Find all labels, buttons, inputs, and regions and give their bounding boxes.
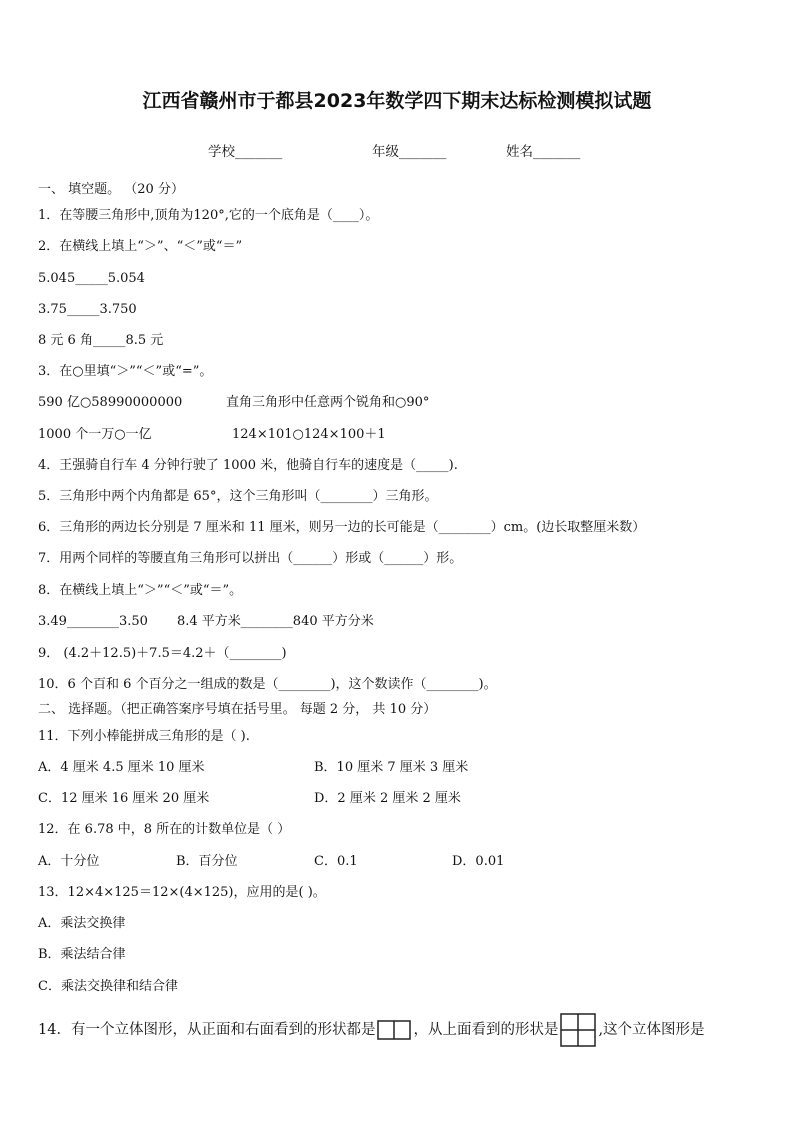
question-2: 2．在横线上填上“＞”、“＜”或“＝” [38,239,243,254]
question-12-option-b: B．百分位 [176,854,238,869]
question-11: 11．下列小棒能拼成三角形的是（ ). [38,729,250,744]
question-3: 3．在○里填“＞”“＜”或“=”。 [38,364,213,379]
question-12-option-a: A．十分位 [38,854,100,869]
question-11-option-d: D．2 厘米 2 厘米 2 厘米 [314,791,461,806]
school-field: 学校_______ [208,144,283,160]
question-12: 12．在 6.78 中，8 所在的计数单位是（ ） [38,822,291,837]
question-3-item-a2: 直角三角形中任意两个锐角和○90° [226,395,430,410]
question-3-item-b1: 1000 个一万○一亿 [38,427,152,442]
question-8-item-a1: 3.49________3.50 [38,614,148,629]
question-11-option-c: C．12 厘米 16 厘米 20 厘米 [38,791,210,806]
question-8: 8．在横线上填上“＞”“＜”或“＝”。 [38,583,243,598]
page-title: 江西省赣州市于都县2023年数学四下期末达标检测模拟试题 [142,90,652,112]
question-12-option-c: C．0.1 [314,854,358,869]
question-14-text-2: ，从上面看到的形状是 [413,1022,559,1038]
question-12-option-d: D．0.01 [452,854,505,869]
question-10: 10．6 个百和 6 个百分之一组成的数是（________)，这个数读作（________)。 [38,677,497,692]
question-8-item-a2: 8.4 平方米________840 平方分米 [177,614,374,629]
section-fill-blank-heading: 一、 填空题。 （20 分） [38,182,184,197]
question-7: 7．用两个同样的等腰直角三角形可以拼出（______）形或（______）形。 [38,551,463,566]
two-square-front-view-icon [377,1020,411,1040]
question-3-item-a1: 590 亿○58990000000 [38,395,183,410]
question-2-item-a: 5.045_____5.054 [38,271,145,286]
question-2-item-c: 8 元 6 角_____8.5 元 [38,333,164,348]
question-14-text-1: 14．有一个立体图形，从正面和右面看到的形状都是 [38,1022,376,1038]
question-2-item-b: 3.75_____3.750 [38,302,137,317]
question-4: 4．王强骑自行车 4 分钟行驶了 1000 米，他骑自行车的速度是（_____). [38,458,458,473]
question-13-option-c: C．乘法交换律和结合律 [38,979,178,994]
grade-field: 年级_______ [372,144,447,160]
question-5: 5．三角形中两个内角都是 65°，这个三角形叫（________）三角形。 [38,489,438,504]
question-11-option-b: B．10 厘米 7 厘米 3 厘米 [314,760,469,775]
section-choice-heading: 二、 选择题。（把正确答案序号填在括号里。 每题 2 分， 共 10 分） [38,702,437,717]
question-3-item-b2: 124×101○124×100＋1 [232,427,386,442]
name-field: 姓名_______ [506,144,581,160]
question-14 [38,1013,705,1047]
question-13-option-b: B．乘法结合律 [38,947,126,962]
question-14-text-3: ,这个立体图形是 [598,1022,705,1038]
question-9: 9． (4.2＋12.5)＋7.5＝4.2＋（________) [38,646,287,661]
question-1: 1．在等腰三角形中,顶角为120°,它的一个底角是（____）。 [38,208,379,223]
question-11-option-a: A．4 厘米 4.5 厘米 10 厘米 [38,760,205,775]
question-13: 13．12×4×125＝12×(4×125)，应用的是( )。 [38,885,326,900]
question-6: 6．三角形的两边长分别是 7 厘米和 11 厘米，则另一边的长可能是（________）cm。(边长取整厘米数） [38,520,646,535]
question-13-option-a: A．乘法交换律 [38,916,126,931]
four-square-top-view-icon [560,1013,596,1047]
